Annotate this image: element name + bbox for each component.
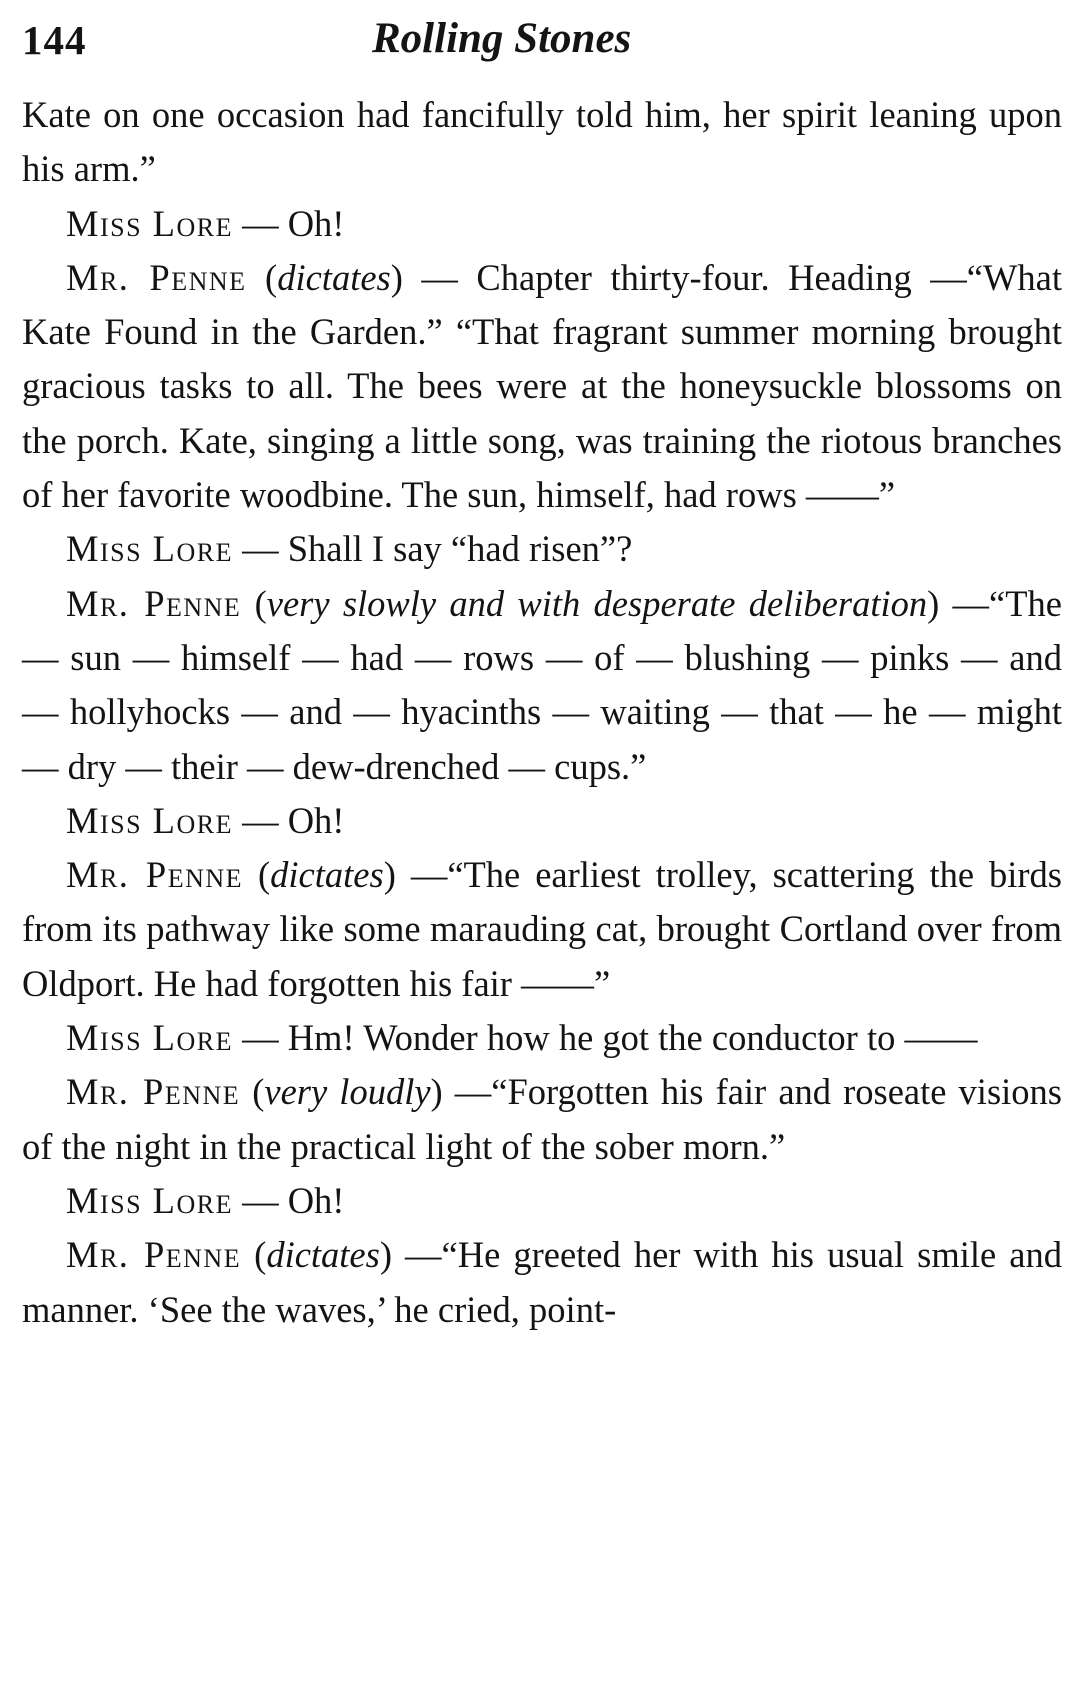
speaker-name: Miss Lore [66,202,233,244]
paragraph-text: ( [241,582,267,624]
speaker-name: Mr. Penne [66,1234,242,1276]
paragraph-text: — Hm! Wonder how he got the conductor to —— [232,1017,978,1059]
paragraph-text: ) —“He greeted her with his usual smile and manner. ‘See the waves,’ he cried, point- [22,1234,1062,1330]
paragraph-text: — Shall I say “had risen”? [232,528,633,570]
speaker-name: Mr. Penne [66,854,244,896]
paragraph [22,577,1062,794]
running-title: Rolling Stones [372,15,632,62]
speaker-name: Miss Lore [66,1017,233,1059]
paragraph-text: ( [240,1071,265,1113]
paragraph-text: — Oh! [232,1179,345,1221]
paragraph-text: ( [246,256,278,298]
stage-direction: dictates [277,256,391,298]
speaker-name: Mr. Penne [66,1071,241,1113]
speaker-name: Mr. Penne [66,256,247,298]
paragraph [22,794,1062,848]
page-header [22,14,1062,88]
paragraph-text: Kate on one occasion had fancifully told him, her spirit leaning upon his arm.” [22,94,1062,190]
stage-direction: very slowly and with desperate deliberation [266,582,928,624]
book-page [22,14,1062,1337]
paragraph [22,197,1062,251]
speaker-name: Miss Lore [66,1179,233,1221]
page-number: 144 [22,17,87,63]
paragraph [22,1174,1062,1228]
paragraph [22,251,1062,522]
speaker-name: Miss Lore [66,799,233,841]
paragraph [22,1228,1062,1337]
speaker-name: Miss Lore [66,528,233,570]
speaker-name: Mr. Penne [66,582,242,624]
stage-direction: very loudly [264,1071,431,1113]
paragraph-text: ( [241,1234,267,1276]
paragraph [22,1011,1062,1065]
paragraph [22,522,1062,576]
paragraph [22,88,1062,197]
paragraph-text: ) —“Forgotten his fair and roseate visions of the night in the practical light of the sober morn.” [22,1071,1063,1167]
paragraph [22,1065,1062,1174]
body-text [22,88,1062,1337]
paragraph-text: — Oh! [232,202,345,244]
paragraph-text: ( [243,854,271,896]
stage-direction: dictates [266,1234,380,1276]
paragraph-text: — Oh! [232,799,345,841]
paragraph-text: ) — Chapter thirty-four. Heading —“What Kate Found in the Garden.” “That fragrant summer morning brought gracious tasks to all. The bees were at the honeysuckle blossoms on the porch. Kate, singing a little song, was training the riotous branches of her favorite woodbine. The sun, himself, had rows ——” [22,256,1063,516]
paragraph-text: ) —“The earliest trolley, scattering the birds from its pathway like some marauding cat, brought Cortland over from Oldport. He had forgotten his fair ——” [22,854,1063,1004]
paragraph [22,848,1062,1011]
stage-direction: dictates [270,854,384,896]
paragraph-text: ) —“The — sun — himself — had — rows — of — blushing — pinks — and — hollyhocks — and — hyacinths — waiting — that — he — might — dry — their — dew-drenched — cups.” [22,582,1062,787]
